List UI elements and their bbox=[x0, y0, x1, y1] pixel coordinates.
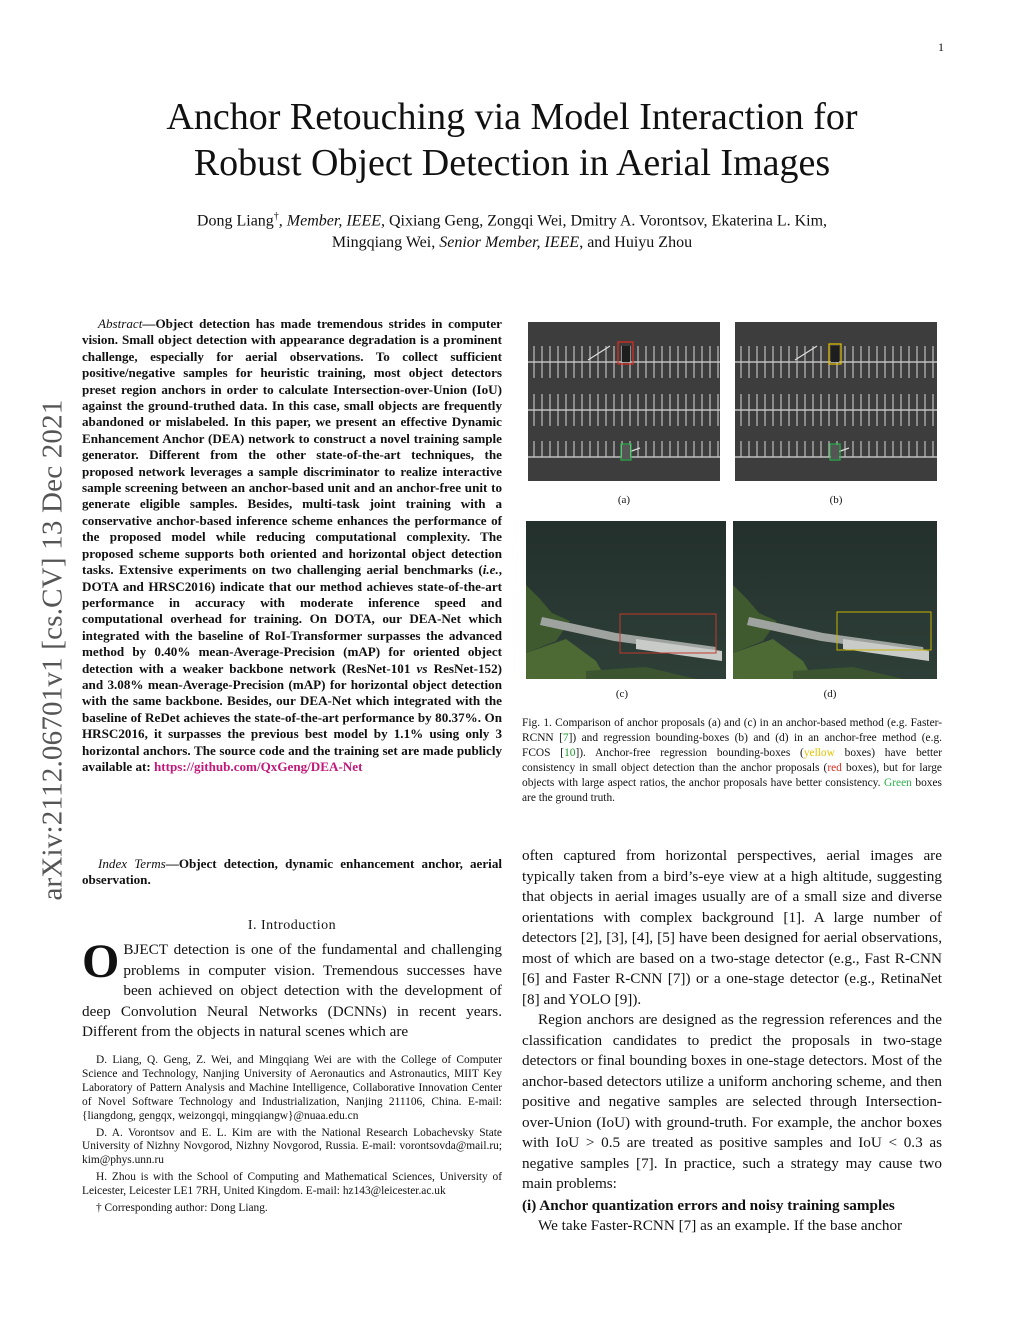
caption-lead: Fig. 1. Comparison of anchor proposals (a) and (c) in an anchor-based method (e.g. Faster-RCNN [ bbox=[522, 717, 942, 745]
right-paragraph-2: Region anchors are designed as the regression references and the classification candidates to predict the proposals in two-stage detectors or final bounding boxes in one-stage detectors. Most of the anchor-based detectors utilize a uniform anchoring scheme, and then positive and negative samples are selected through Intersection-over-Union (IoU) with ground-truth. For example, the anchor boxes with IoU > 0.5 are treated as positive samples and IoU < 0.3 as negative samples [7]. In practice, such a strategy may cause two main problems: bbox=[522, 1011, 942, 1192]
caption-ref-10[interactable]: 10 bbox=[564, 747, 576, 760]
abstract-text: —Object detection has made tremendous strides in computer vision. Small object detection with appearance degradation is a prominent challenge, especially for aerial observations. To collect sufficient positive/negative samples for heuristic training, most object detectors preset region anchors in order to calculate Intersection-over-Union (IoU) against the ground-truthed data. In this case, small objects are frequently abandoned or mislabeled. In this paper, we present an effective Dynamic Enhancement Anchor (DEA) network to construct a novel training sample generator. Different from the other state-of-the-art techniques, the proposed network leverages a sample discriminator to realize interactive sample screening between an anchor-based unit and an anchor-free unit to generate eligible samples. Besides, multi-task joint training with a conservative anchor-based inference scheme enhances the performance of the proposed model while reducing computational complexity. The proposed scheme supports both oriented and horizontal object detection tasks. Extensive experiments on two challenging aerial benchmarks ( bbox=[82, 316, 502, 578]
intro-text: BJECT detection is one of the fundamental and challenging problems in computer vision. Tremendous successes have been achieved on object detection with the development of deep Convolution Neural Networks (DCNNs) in recent years. Different from the objects in natural scenes which are bbox=[82, 941, 502, 1040]
abstract-ie: i.e. bbox=[482, 562, 499, 578]
arxiv-stamp bbox=[18, 350, 88, 950]
abstract bbox=[82, 316, 502, 775]
figure-c-label: (c) bbox=[615, 688, 629, 700]
caption-yellow-word: yellow bbox=[803, 747, 835, 760]
right-paragraph-1: often captured from horizontal perspectives, aerial images are typically taken from a bird’s-eye view at a high altitude, suggesting that objects in aerial images usually are of a small size and diverse orientations with complex background [1]. A large number of detectors [2], [3], [4], [5] have been designed for aerial observations, most of which are based on a two-stage detector (e.g., Fast R-CNN [6] and Faster R-CNN [7]) or a one-stage detector (e.g., RetinaNet [8] and YOLO [9]). bbox=[522, 847, 942, 1008]
abstract-text-3: ResNet-152) and 3.08% mean-Average-Precision (mAP) for horizontal object detection with the same backbone. Besides, our DEA-Net which integrated with the baseline of ReDet achieves the state-of-the-art performance by 80.37%. On HRSC2016, it surpasses the previous best model by 1.1% using only 3 horizontal anchors. The source code and the training set are made publicly available at: bbox=[82, 660, 502, 774]
intro-paragraph bbox=[82, 935, 502, 1043]
dagger-mark: † bbox=[273, 211, 279, 222]
figure-b-image bbox=[735, 322, 937, 481]
abstract-label: Abstract bbox=[98, 316, 143, 331]
index-terms-text: —Object detection, dynamic enhancement anchor, aerial observation. bbox=[82, 856, 503, 888]
author-member: , Member, IEEE, bbox=[278, 212, 385, 230]
author-name-2: Mingqiang Wei, bbox=[331, 234, 440, 252]
anchor-quantization-heading: (i) Anchor quantization errors and noisy training samples bbox=[522, 1196, 895, 1214]
github-link[interactable]: https://github.com/QxGeng/DEA-Net bbox=[154, 758, 363, 774]
abstract-text-2: , DOTA and HRSC2016) indicate that our method achieves state-of-the-art performance in accuracy with moderate inference speed and computational overhead for training. On DOTA, our DEA-Net which integrated with the baseline of RoI-Transformer surpasses the advanced method by 0.40% mean-Average-Precision (mAP) for oriented object detection with a weaker backbone network (ResNet-101 bbox=[82, 562, 502, 676]
authors-line-2 bbox=[100, 232, 924, 254]
caption-red-word: red bbox=[827, 762, 842, 775]
author-senior-member: Senior Member, IEEE bbox=[439, 234, 580, 252]
caption-ref-7[interactable]: 7 bbox=[562, 732, 569, 745]
paper-title bbox=[100, 94, 924, 186]
caption-green-word: Green bbox=[884, 777, 912, 790]
title-line-1: Anchor Retouching via Model Interaction for bbox=[166, 96, 858, 138]
caption-mid-4: boxes), but for large objects with large aspect ratios, the anchor proposals have better consistency. bbox=[522, 762, 942, 790]
author-list: Qixiang Geng, Zongqi Wei, Dmitry A. Vorontsov, Ekaterina L. Kim, bbox=[384, 212, 828, 230]
author-list-2: , and Huiyu Zhou bbox=[579, 234, 693, 252]
footnote-corresponding: † Corresponding author: Dong Liang. bbox=[96, 1202, 268, 1215]
caption-end: boxes are the ground truth. bbox=[522, 777, 942, 805]
figure-d-label: (d) bbox=[823, 688, 837, 700]
figure-c-image bbox=[526, 521, 726, 679]
figure-a-label: (a) bbox=[617, 494, 631, 506]
footnote-affiliation-2: D. A. Vorontsov and E. L. Kim are with the National Research Lobachevsky State University of Nizhny Novgorod, Nizhny Novgorod, Russia. E-mail: vorontsovda@mail.ru; kim@phys.unn.ru bbox=[82, 1126, 502, 1167]
authors bbox=[100, 206, 924, 254]
caption-mid-2: ]). Anchor-free regression bounding-boxes ( bbox=[575, 747, 804, 760]
author-name: Dong Liang bbox=[196, 212, 274, 230]
caption-mid-3: boxes) have better consistency in small object detection than the anchor proposals ( bbox=[522, 747, 943, 775]
footnote-affiliation-1: D. Liang, Q. Geng, Z. Wei, and Mingqiang Wei are with the College of Computer Science and Technology, Nanjing University of Aeronautics and Astronautics, MIIT Key Laboratory of Pattern Analysis and Machine Intelligence, Collaborative Innovation Center of Novel Software Technology and Industrialization, Nanjing 211106, China. E-mail: {liangdong, gengqx, weizongqi, mingqiangw}@nuaa.edu.cn bbox=[82, 1054, 502, 1122]
title-line-2: Robust Object Detection in Aerial Images bbox=[193, 142, 831, 184]
index-terms-label: Index Terms bbox=[98, 856, 166, 871]
figure-a-image bbox=[528, 322, 720, 481]
page-number: 1 bbox=[938, 40, 944, 54]
footnote-affiliation-3: H. Zhou is with the School of Computing and Mathematical Sciences, University of Leicester, Leicester LE1 7RH, United Kingdom. E-mail: hz143@leicester.ac.uk bbox=[82, 1171, 502, 1198]
authors-line-1 bbox=[100, 206, 924, 232]
footnotes bbox=[82, 1054, 502, 1219]
figure-b-label: (b) bbox=[829, 494, 843, 506]
arxiv-stamp-text: arXiv:2112.06701v1 [cs.CV] 13 Dec 2021 bbox=[36, 399, 69, 901]
caption-mid-1: ]) and regression bounding-boxes (b) and (d) in an anchor-free method (e.g. FCOS [ bbox=[522, 732, 942, 760]
right-paragraph-3: We take Faster-RCNN [7] as an example. If the base anchor bbox=[538, 1217, 903, 1234]
index-terms bbox=[82, 856, 502, 889]
abstract-vs: vs bbox=[416, 660, 428, 676]
figure-d-image bbox=[733, 521, 937, 679]
figure-caption bbox=[522, 716, 942, 807]
right-column-text bbox=[522, 846, 942, 1237]
section-heading: I. Introduction bbox=[247, 918, 337, 933]
drop-cap: O bbox=[82, 935, 120, 988]
